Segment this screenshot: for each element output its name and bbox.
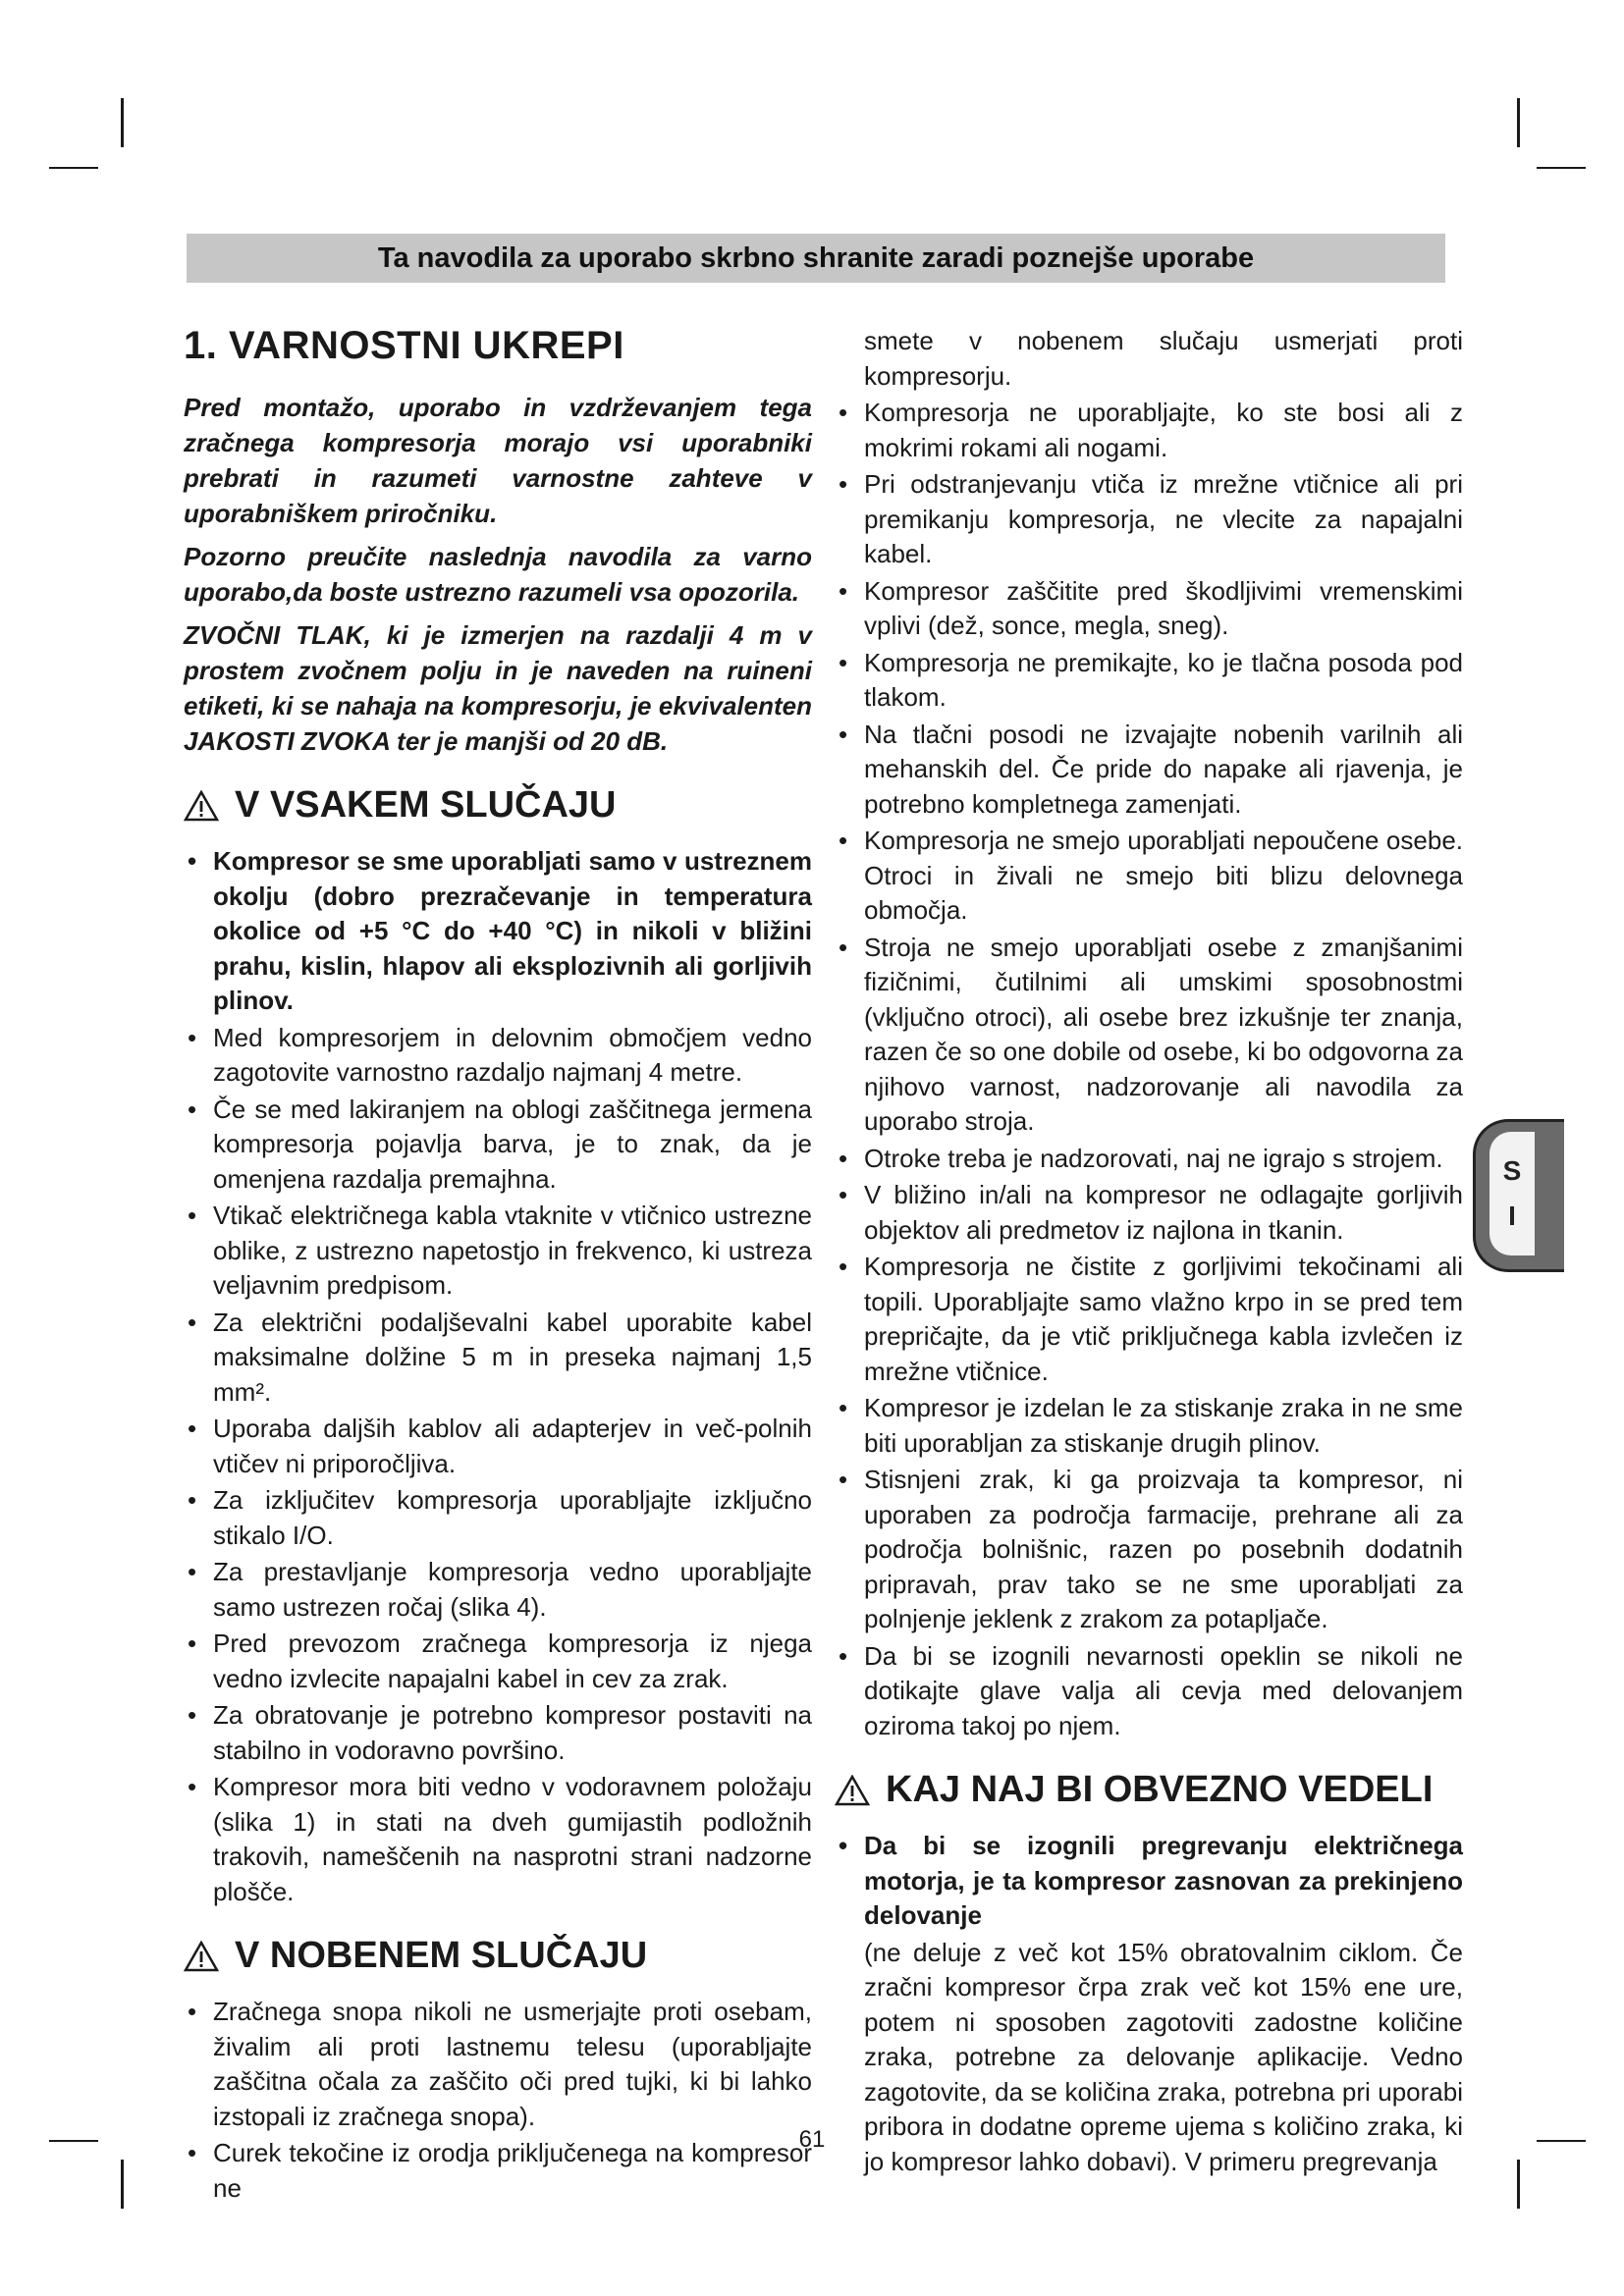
intro-paragraph: Pred montažo, uporabo in vzdrževanjem tega zračnega kompresorja morajo vsi uporabniki prebrati in razumeti varnostne zahteve v uporabniškem priročniku. xyxy=(184,393,812,528)
crop-mark xyxy=(1537,167,1586,169)
list-item: • Kompresorja ne premikajte, ko je tlačna posoda pod tlakom. xyxy=(835,646,1463,716)
list-item-continuation: (ne deluje z več kot 15% obratovalnim ciklom. Če zračni kompresor črpa zrak več kot 15% ene ure, potem ni sposoben zagotoviti zadostne količine zraka, potrebne za delovanje aplikacije. Vedno zagotovite, da se količina zraka, potrebna pri uporabi pribora in dodatne opreme ujema s količino zraka, ki jo kompresor lahko dobavi). V primeru pregrevanja xyxy=(864,1937,1463,2176)
heading-must-know-label: KAJ NAJ BI OBVEZNO VEDELI xyxy=(886,1769,1434,1810)
list-item: • Za električni podaljševalni kabel uporabite kabel maksimalne dolžine 5 m in preseka najmanj 1,5 mm². xyxy=(184,1306,812,1411)
list-item: • Otroke treba je nadzorovati, naj ne igrajo s strojem. xyxy=(835,1142,1463,1177)
right-column xyxy=(835,324,1463,2181)
tab-letter: I xyxy=(1508,1201,1516,1231)
must-know-list xyxy=(835,1829,1463,1934)
list-item: • Stisnjeni zrak, ki ga proizvaja ta kompresor, ni uporaben za področja farmacije, prehrane ali za področja bolnišnic, razen po posebnih dodatnih pripravah, prav tako se ne sme uporabljati za polnjenje jeklenk z zrakom za potapljače. xyxy=(835,1463,1463,1637)
heading-must-know xyxy=(835,1769,1463,1811)
list-item: • Za izključitev kompresorja uporabljajte izključno stikalo I/O. xyxy=(184,1483,812,1553)
intro-paragraph: ZVOČNI TLAK, ki je izmerjen na razdalji 4 m v prostem zvočnem polju in je naveden na ruineni etiketi, ki se nahaja na kompresorju, je ekvivalenten JAKOSTI ZVOKA ter je manjši od 20 dB. xyxy=(184,620,812,756)
list-item: • Da bi se izognili pregrevanju električnega motorja, je ta kompresor zasnovan za prekinjeno delovanje xyxy=(835,1829,1463,1934)
warning-icon xyxy=(184,1941,219,1972)
page-number: 61 xyxy=(798,2126,826,2153)
heading-never-label: V NOBENEM SLUČAJU xyxy=(235,1935,648,1976)
always-list xyxy=(184,844,812,1909)
list-item: • Pred prevozom zračnega kompresorja iz njega vedno izvlecite napajalni kabel in cev za zrak. xyxy=(184,1627,812,1696)
list-item: • Zračnega snopa nikoli ne usmerjajte proti osebam, živalim ali proti lastnemu telesu (uporabljajte zaščitna očala za zaščito oči pred tujki, ki bi lahko izstopali iz zračnega snopa). xyxy=(184,1995,812,2134)
language-tab-label xyxy=(1489,1132,1535,1255)
never-list-continued xyxy=(835,396,1463,1743)
warning-icon xyxy=(184,790,219,822)
never-list xyxy=(184,1995,812,2206)
language-tab xyxy=(1473,1119,1564,1272)
list-item: • Da bi se izognili nevarnosti opeklin se nikoli ne dotikajte glave valja ali cevja med delovanjem oziroma takoj po njem. xyxy=(835,1639,1463,1744)
list-item: • V bližino in/ali na kompresor ne odlagajte gorljivih objektov ali predmetov iz najlona in tkanin. xyxy=(835,1178,1463,1248)
tab-letter: S xyxy=(1502,1155,1522,1186)
crop-mark xyxy=(1517,2160,1520,2209)
crop-mark xyxy=(1517,98,1520,147)
list-item: • Kompresor se sme uporabljati samo v ustreznem okolju (dobro prezračevanje in temperatura okolice od +5 °C do +40 °C) in nikoli v bližini prahu, kislin, hlapov ali eksplozivnih ali gorljivih plinov. xyxy=(184,844,812,1019)
crop-mark xyxy=(121,2160,124,2209)
list-item: • Kompresorja ne čistite z gorljivimi tekočinami ali topili. Uporabljajte samo vlažno krpo in se pred tem prepričajte, da je vtič priključnega kabla izvlečen iz mrežne vtičnice. xyxy=(835,1250,1463,1389)
list-item: • Na tlačni posodi ne izvajajte nobenih varilnih ali mehanskih del. Če pride do napake ali rjavenja, je potrebno kompletnega zamenjati. xyxy=(835,718,1463,823)
list-item: • Kompresorja ne smejo uporabljati nepoučene osebe. Otroci in živali ne smejo biti blizu delovnega območja. xyxy=(835,824,1463,929)
list-item: • Uporaba daljših kablov ali adapterjev in več-polnih vtičev ni priporočljiva. xyxy=(184,1412,812,1481)
list-item: • Za obratovanje je potrebno kompresor postaviti na stabilno in vodoravno površino. xyxy=(184,1698,812,1768)
heading-always-label: V VSAKEM SLUČAJU xyxy=(235,784,617,826)
crop-mark xyxy=(49,167,98,169)
list-item: • Kompresor mora biti vedno v vodoravnem položaju (slika 1) in stati na dveh gumijastih podložnih trakovih, nameščenih na nasprotni strani nadzorne plošče. xyxy=(184,1770,812,1909)
list-item: • Vtikač električnega kabla vtaknite v vtičnico ustrezne oblike, z ustrezno napetostjo in frekvenco, ki ustreza veljavnim predpisom. xyxy=(184,1199,812,1304)
warning-icon xyxy=(835,1775,870,1806)
list-item: • Med kompresorjem in delovnim območjem vedno zagotovite varnostno razdaljo najmanj 4 metre. xyxy=(184,1021,812,1091)
intro-paragraph: Pozorno preučite naslednja navodila za varno uporabo,da boste ustrezno razumeli vsa opozorila. xyxy=(184,542,812,607)
list-item: • Kompresor je izdelan le za stiskanje zraka in ne sme biti uporabljan za stiskanje drugih plinov. xyxy=(835,1391,1463,1461)
section-title: 1. VARNOSTNI UKREPI xyxy=(184,324,624,367)
heading-always xyxy=(184,784,812,827)
list-item: • Curek tekočine iz orodja priključenega na kompresor ne xyxy=(184,2136,812,2206)
list-item: • Pri odstranjevanju vtiča iz mrežne vtičnice ali pri premikanju kompresorja, ne vlecite za napajalni kabel. xyxy=(835,467,1463,572)
list-item: • Za prestavljanje kompresorja vedno uporabljajte samo ustrezen ročaj (slika 4). xyxy=(184,1555,812,1625)
header-banner: Ta navodila za uporabo skrbno shranite zaradi poznejše uporabe xyxy=(187,234,1445,283)
list-item: • Če se med lakiranjem na oblogi zaščitnega jermena kompresorja pojavlja barva, je to znak, da je omenjena razdalja premajhna. xyxy=(184,1093,812,1198)
list-item: • Kompresorja ne uporabljajte, ko ste bosi ali z mokrimi rokami ali nogami. xyxy=(835,396,1463,465)
left-column xyxy=(184,324,812,2208)
list-item: • Kompresor zaščitite pred škodljivimi vremenskimi vplivi (dež, sonce, megla, sneg). xyxy=(835,574,1463,644)
heading-never xyxy=(184,1935,812,1977)
crop-mark xyxy=(121,98,124,147)
list-item-continuation: smete v nobenem slučaju usmerjati proti kompresorju. xyxy=(864,326,1463,391)
list-item: • Stroja ne smejo uporabljati osebe z zmanjšanimi fizičnimi, čutilnimi ali umskimi sposobnostmi (vključno otroci), ali osebe brez izkušnje ter znanja, razen če so one dobile od osebe, ki bo odgovorna za njihovo varnost, nadzorovanje ali navodila za uporabo stroja. xyxy=(835,931,1463,1140)
